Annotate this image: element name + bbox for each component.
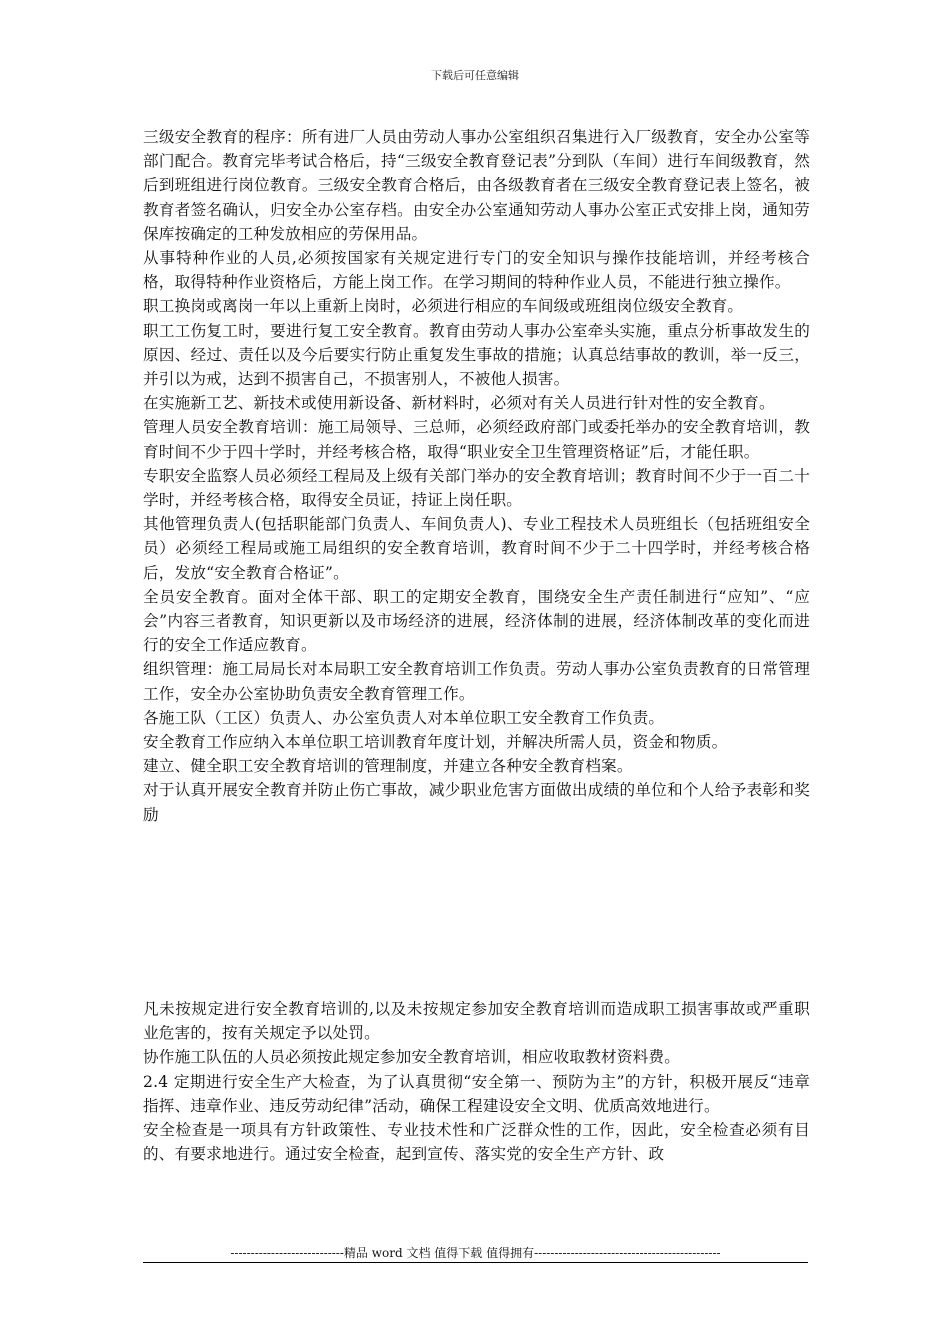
paragraph: 2.4 定期进行安全生产大检查，为了认真贯彻“安全第一、预防为主”的方针，积极开展反“违章指挥、违章作业、违反劳动纪律”活动，确保工程建设安全文明、优质高效地进行。 bbox=[143, 1072, 810, 1115]
footer-rule bbox=[143, 1262, 808, 1263]
page-footer: ----------------------------精品 word 文档 值得下载 值得拥有---------------------------------------------- bbox=[230, 1246, 721, 1260]
paragraph: 安全教育工作应纳入本单位职工培训教育年度计划，并解决所需人员，资金和物质。 bbox=[143, 733, 728, 752]
paragraph: 职工工伤复工时，要进行复工安全教育。教育由劳动人事办公室牵头实施，重点分析事故发生的原因、经过、责任以及今后要实行防止重复发生事故的措施；认真总结事故的教训，举一反三，并引以为戒，达到不损害自己，不损害别人，不被他人损害。 bbox=[143, 321, 810, 389]
paragraph: 安全检查是一项具有方针政策性、专业技术性和广泛群众性的工作，因此，安全检查必须有目的、有要求地进行。通过安全检查，起到宣传、落实党的安全生产方针、政 bbox=[143, 1120, 810, 1164]
paragraph: 凡未按规定进行安全教育培训的,以及未按规定参加安全教育培训而造成职工损害事故或严重职业危害的，按有关规定予以处罚。 bbox=[143, 999, 810, 1043]
paragraph: 三级安全教育的程序：所有进厂人员由劳动人事办公室组织召集进行入厂级教育，安全办公室等部门配合。教育完毕考试合格后，持“三级安全教育登记表”分到队（车间）进行车间级教育，然后到班组进行岗位教育。三级安全教育合格后，由各级教育者在三级安全教育登记表上签名，被教育者签名确认，归安全办公室存档。由安全办公室通知劳动人事办公室正式安排上岗，通知劳保库按确定的工种发放相应的劳保用品。 bbox=[143, 128, 810, 243]
blank-space bbox=[143, 827, 810, 997]
paragraph: 管理人员安全教育培训：施工局领导、三总师，必须经政府部门或委托举办的安全教育培训，教育时间不少于四十学时，并经考核合格，取得“职业安全卫生管理资格证”后，才能任职。 bbox=[143, 418, 810, 461]
paragraph: 职工换岗或离岗一年以上重新上岗时，必须进行相应的车间级或班组岗位级安全教育。 bbox=[143, 297, 744, 316]
paragraph: 在实施新工艺、新技术或使用新设备、新材料时，必须对有关人员进行针对性的安全教育。 bbox=[143, 394, 775, 413]
page-header: 下载后可任意编辑 bbox=[431, 69, 519, 82]
paragraph: 对于认真开展安全教育并防止伤亡事故，减少职业危害方面做出成绩的单位和个人给予表彰和奖励 bbox=[143, 781, 810, 824]
paragraph: 组织管理：施工局局长对本局职工安全教育培训工作负责。劳动人事办公室负责教育的日常管理工作，安全办公室协助负责安全教育管理工作。 bbox=[143, 660, 810, 703]
paragraph: 建立、健全职工安全教育培训的管理制度，并建立各种安全教育档案。 bbox=[143, 757, 633, 776]
paragraph: 全员安全教育。面对全体干部、职工的定期安全教育，围绕安全生产责任制进行“应知”、“应会”内容三者教育，知识更新以及市场经济的进展，经济体制的进展，经济体制改革的变化而进行的安全工作适应教育。 bbox=[143, 587, 810, 655]
paragraph: 从事特种作业的人员,必须按国家有关规定进行专门的安全知识与操作技能培训，并经考核合格，取得特种作业资格后，方能上岗工作。在学习期间的特种作业人员，不能进行独立操作。 bbox=[143, 249, 810, 292]
paragraph: 各施工队（工区）负责人、办公室负责人对本单位职工安全教育工作负责。 bbox=[143, 708, 665, 727]
document-body bbox=[143, 125, 810, 1166]
paragraph: 协作施工队伍的人员必须按此规定参加安全教育培训，相应收取教材资料费。 bbox=[143, 1048, 680, 1067]
paragraph: 其他管理负责人(包括职能部门负责人、车间负责人)、专业工程技术人员班组长（包括班组安全员）必须经工程局或施工局组织的安全教育培训，教育时间不少于二十四学时，并经考核合格后，发放“安全教育合格证”。 bbox=[143, 515, 810, 582]
paragraph: 专职安全监察人员必须经工程局及上级有关部门举办的安全教育培训；教育时间不少于一百二十学时，并经考核合格，取得安全员证，持证上岗任职。 bbox=[143, 466, 810, 510]
